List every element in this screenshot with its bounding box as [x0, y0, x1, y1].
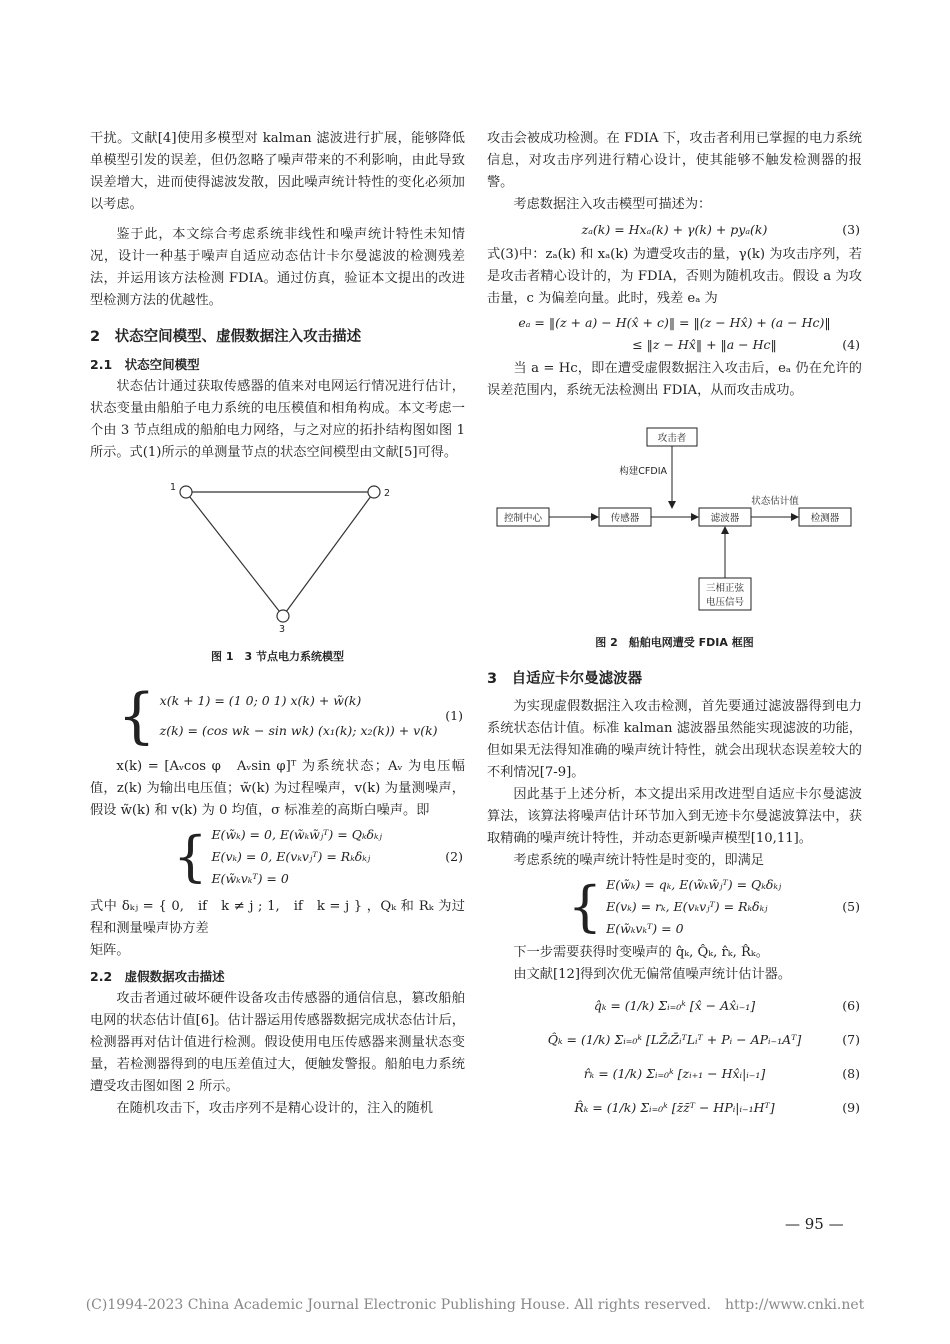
equation-line: ≤ ‖z − Hx̂‖ + ‖a − Hc‖	[632, 337, 777, 352]
section-heading: 2 状态空间模型、虚假数据注入攻击描述	[90, 329, 362, 345]
equation-body: zₐ(k) = Hxₐ(k) + γ(k) + pyₐ(k)	[581, 222, 768, 237]
construct-label: 构建CFDIA	[619, 466, 667, 477]
equation-line: E(w̃ₖvₖᵀ) = 0	[211, 871, 289, 886]
control-center-label: 控制中心	[503, 513, 543, 524]
signal-label-2: 电压信号	[705, 597, 745, 608]
node-2	[368, 486, 380, 498]
paragraph: 在随机攻击下，攻击序列不是精心设计的，注入的随机	[116, 1101, 433, 1116]
paragraph: 矩阵。	[90, 943, 130, 958]
paragraph: 鉴于此，本文综合考虑系统非线性和噪声统计特性未知情况，设计一种基于噪声自适应动态估计卡尔曼滤波的检测残差法，并运用该方法检测 FDIA。通过仿真，验证本文提出的改进型检测方法的优越性。	[90, 227, 465, 308]
paragraph: 状态估计通过获取传感器的值来对电网运行情况进行估计，状态变量由船舶子电力系统的电压模值和相角构成。本文考虑一个由 3 节点组成的船舶电力网络，与之对应的拓扑结构图如图 1 所示。式(1)所示的单测量节点的状态空间模型由文献[5]可得。	[90, 379, 465, 460]
equation-8	[487, 1062, 862, 1086]
node-label-2: 2	[383, 488, 390, 499]
paragraph: 当 a = Hc，即在遭受虚假数据注入攻击后，eₐ 仍在允许的误差范围内，系统无法检测出 FDIA，从而攻击成功。	[487, 361, 862, 398]
equation-line: E(w̃ₖvₖᵀ) = 0	[606, 921, 684, 936]
subsection-heading: 2.1 状态空间模型	[90, 357, 200, 372]
left-column	[90, 128, 465, 1120]
paragraph: 考虑系统的噪声统计特性是时变的，即满足	[513, 853, 764, 868]
node-1	[180, 486, 192, 498]
figure-2	[487, 420, 862, 654]
copyright-footer: (C)1994-2023 China Academic Journal Electronic Publishing House. All rights reserved. http://www.cnki.net	[85, 1297, 865, 1313]
equation-body: r̂ₖ = (1/k) Σᵢ₌₀ᵏ [zᵢ₊₁ − Hx̂ᵢ|ᵢ₋₁]	[583, 1066, 766, 1081]
equation-number: (7)	[842, 1032, 860, 1047]
equation-line: x(k + 1) = (1 0; 0 1) x(k) + w̃(k)	[159, 693, 362, 708]
equation-number: (6)	[842, 998, 860, 1013]
detector-label: 检测器	[810, 513, 840, 524]
equation-2: { E(w̃ₖ) = 0, E(w̃ₖw̃ⱼᵀ) = Qₖδₖⱼ E(vₖ) = 0, E(vₖvⱼᵀ) = Rₖδₖⱼ E(w̃ₖvₖᵀ) = 0 (2)	[173, 825, 463, 888]
paragraph: 下一步需要获得时变噪声的 q̂ₖ, Q̂ₖ, r̂ₖ, R̂ₖ。	[513, 945, 769, 960]
equation-6	[487, 994, 862, 1018]
right-column	[487, 128, 862, 1122]
paragraph: 式中 δₖⱼ = { 0, if k ≠ j ; 1, if k = j } ，Qₖ 和 Rₖ 为过程和测量噪声协方差	[90, 899, 465, 936]
paragraph: 干扰。文献[4]使用多模型对 kalman 滤波进行扩展，能够降低单模型引发的误差，但仍忽略了噪声带来的不利影响，由此导致误差增大，进而使得滤波发散，因此噪声统计特性的变化必须加以考虑。	[90, 131, 465, 212]
paragraph: 攻击者通过破坏硬件设备攻击传感器的通信信息，篡改船舶电网的状态估计值[6]。估计器运用传感器数据完成状态估计后，检测器再对估计值进行检测。假设使用电压传感器来测量状态变量，若检测器得到的电压差值过大，便触发警报。船舶电力系统遭受攻击图如图 2 所示。	[90, 991, 465, 1094]
paragraph: 为实现虚假数据注入攻击检测，首先要通过滤波器得到电力系统状态估计值。标准 kalman 滤波器虽然能实现滤波的功能，但如果无法得知准确的噪声统计特性，就会出现状态误差较大的不利情况[7-9]。	[487, 699, 862, 780]
paragraph: x(k) = [Aᵥcos φ Aᵥsin φ]ᵀ 为系统状态；Aᵥ 为电压幅值，z(k) 为输出电压值；w̃(k) 为过程噪声，v(k) 为量测噪声，假设 w̃(k) 和 v(k) 为 0 均值，σ 标准差的高斯白噪声。即	[90, 759, 465, 818]
equation-body: q̂ₖ = (1/k) Σᵢ₌₀ᵏ [x̂ − Ax̂ᵢ₋₁]	[593, 998, 756, 1013]
triangle-diagram	[158, 474, 398, 634]
equation-number: (4)	[842, 337, 860, 352]
equation-number: (8)	[842, 1066, 860, 1081]
equation-1: { x(k + 1) = (1 0; 0 1) x(k) + w̃(k) z(k) = (cos wk − sin wk) (x₁(k); x₂(k)) + v(k) (1)	[117, 681, 463, 751]
equation-3	[487, 218, 862, 242]
node-label-3: 3	[278, 624, 285, 634]
equation-5: { E(w̃ₖ) = qₖ, E(w̃ₖw̃ⱼᵀ) = Qₖδₖⱼ E(vₖ) = rₖ, E(vₖvⱼᵀ) = Rₖδₖⱼ E(w̃ₖvₖᵀ) = 0 (5)	[567, 875, 860, 938]
equation-line: z(k) = (cos wk − sin wk) (x₁(k); x₂(k)) + v(k)	[159, 723, 438, 738]
signal-label-1: 三相正弦	[705, 583, 745, 594]
equation-number: (5)	[842, 899, 860, 914]
equation-number: (3)	[842, 222, 860, 237]
equation-9	[487, 1096, 862, 1120]
estimate-label: 状态估计值	[751, 496, 799, 507]
equation-line: E(vₖ) = 0, E(vₖvⱼᵀ) = Rₖδₖⱼ	[211, 849, 371, 864]
equation-body: R̂ₖ = (1/k) Σᵢ₌₀ᵏ [z̄z̄ᵀ − HPᵢ|ᵢ₋₁Hᵀ]	[574, 1100, 775, 1115]
node-3	[277, 610, 289, 622]
page-number: — 95 —	[785, 1215, 844, 1233]
attacker-label: 攻击者	[657, 433, 687, 444]
equation-number: (2)	[445, 849, 463, 864]
equation-line: E(w̃ₖ) = qₖ, E(w̃ₖw̃ⱼᵀ) = Qₖδₖⱼ	[606, 877, 782, 892]
paragraph: 考虑数据注入攻击模型可描述为：	[513, 197, 712, 212]
filter-label: 滤波器	[710, 513, 740, 524]
paragraph: 攻击会被成功检测。在 FDIA 下，攻击者利用已掌握的电力系统信息，对攻击序列进行精心设计，使其能够不触发检测器的报警。	[487, 131, 862, 190]
paragraph: 由文献[12]得到次优无偏常值噪声统计估计器。	[513, 967, 792, 982]
node-label-1: 1	[169, 482, 176, 493]
fdia-block-diagram	[487, 420, 862, 620]
equation-line: E(vₖ) = rₖ, E(vₖvⱼᵀ) = Rₖδₖⱼ	[606, 899, 768, 914]
equation-line: E(w̃ₖ) = 0, E(w̃ₖw̃ⱼᵀ) = Qₖδₖⱼ	[211, 827, 382, 842]
section-heading: 3 自适应卡尔曼滤波器	[487, 671, 643, 687]
figure-caption: 图 2 船舶电网遭受 FDIA 框图	[595, 636, 754, 649]
equation-number: (1)	[445, 708, 463, 723]
equation-7	[487, 1028, 862, 1052]
subsection-heading: 2.2 虚假数据攻击描述	[90, 969, 225, 984]
equation-number: (9)	[842, 1100, 860, 1115]
figure-caption: 图 1 3 节点电力系统模型	[211, 650, 344, 663]
equation-body: Q̂ₖ = (1/k) Σᵢ₌₀ᵏ [LZ̄ᵢZ̄ᵢᵀLᵢᵀ + Pᵢ − APᵢ₋₁Aᵀ]	[547, 1032, 802, 1047]
paragraph: 因此基于上述分析，本文提出采用改进型自适应卡尔曼滤波算法，该算法将噪声估计环节加入到无迹卡尔曼滤波算法中，获取精确的噪声统计特性，并动态更新噪声模型[10,11]。	[487, 787, 862, 846]
equation-4	[487, 312, 862, 356]
paragraph: 式(3)中：zₐ(k) 和 xₐ(k) 为遭受攻击的量，γ(k) 为攻击序列，若是攻击者精心设计的，为 FDIA，否则为随机攻击。假设 a 为攻击量，c 为偏差向量。此时，残差 eₐ 为	[487, 247, 862, 306]
equation-line: eₐ = ‖(z + a) − H(x̂ + c)‖ = ‖(z − Hx̂) + (a − Hc)‖	[518, 315, 831, 330]
sensor-label: 传感器	[610, 513, 640, 524]
figure-1	[90, 474, 465, 668]
